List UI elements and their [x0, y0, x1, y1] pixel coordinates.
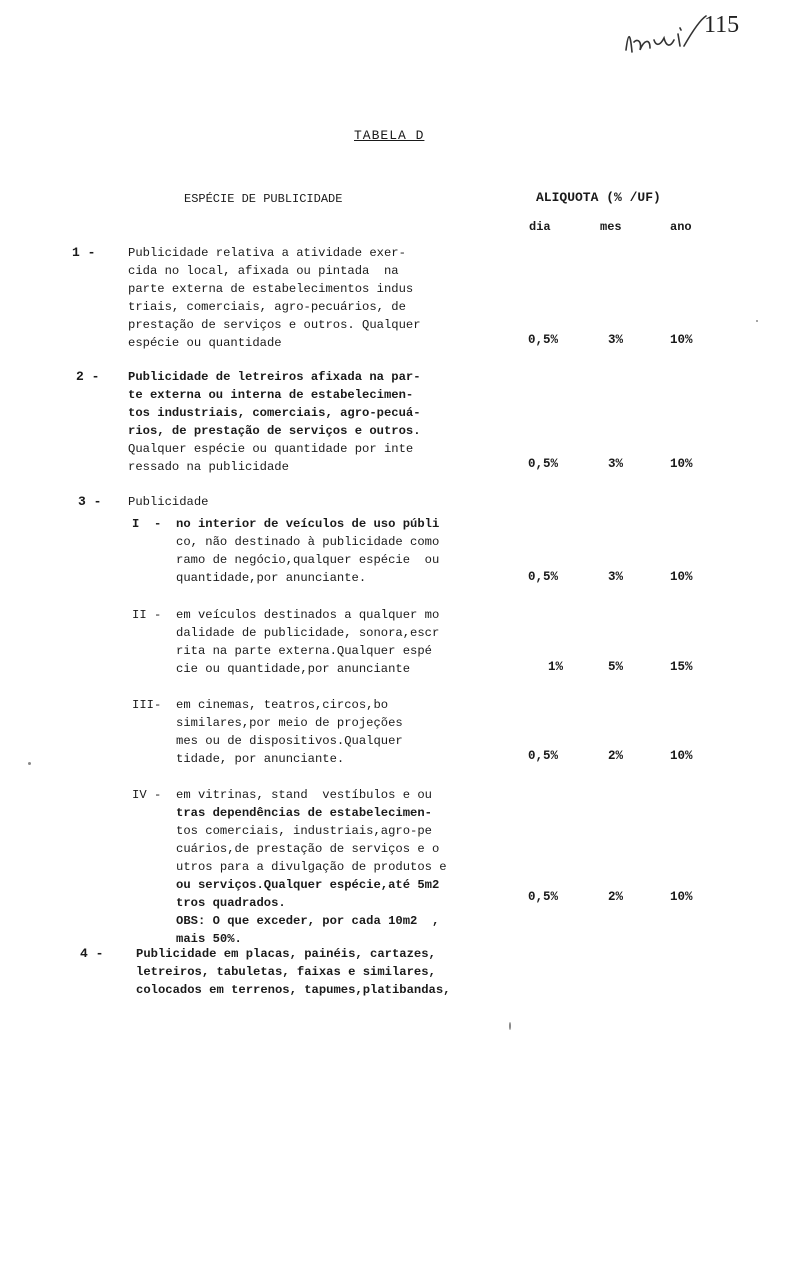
item-text-line: em veículos destinados a qualquer mo [176, 608, 440, 622]
item-text-line: em vitrinas, stand vestíbulos e ou [176, 788, 432, 802]
rate-mes: 2% [608, 749, 624, 763]
item-text-line: prestação de serviços e outros. Qualquer [128, 318, 421, 332]
item-text-line: triais, comerciais, agro-pecuários, de [128, 300, 406, 314]
scan-speck [509, 1022, 511, 1030]
item-text-line: cie ou quantidade,por anunciante [176, 662, 411, 676]
page-number: 115 [704, 12, 740, 38]
scan-speck [756, 320, 758, 322]
item-number: 1 - [72, 245, 96, 260]
item-text-line: letreiros, tabuletas, faixas e similares, [136, 965, 436, 979]
item-text-line: OBS: O que exceder, por cada 10m2 , [176, 914, 440, 928]
item-text-line: em cinemas, teatros,circos,bo [176, 698, 389, 712]
subitem-number: IV - [132, 788, 162, 802]
subitem-number: I - [132, 517, 162, 531]
item-text-line: tras dependências de estabelecimen- [176, 806, 432, 820]
rate-mes: 3% [608, 333, 624, 347]
rate-mes: 5% [608, 660, 624, 674]
header-aliquota: ALIQUOTA (% /UF) [536, 190, 661, 205]
item-text-line: ou serviços.Qualquer espécie,até 5m2 [176, 878, 440, 892]
header-especie: ESPÉCIE DE PUBLICIDADE [184, 192, 343, 206]
item-text-line: Publicidade em placas, painéis, cartazes, [136, 947, 436, 961]
scan-speck [28, 762, 31, 765]
rate-mes: 3% [608, 570, 624, 584]
subitem-number: III- [132, 698, 162, 712]
item-text-line: dalidade de publicidade, sonora,escr [176, 626, 440, 640]
rate-ano: 10% [670, 890, 693, 904]
rate-dia: 0,5% [528, 570, 559, 584]
subitem-number: II - [132, 608, 162, 622]
rate-dia: 0,5% [528, 457, 559, 471]
column-dia: dia [529, 220, 551, 234]
item-text-line: mais 50%. [176, 932, 242, 946]
rate-dia: 1% [548, 660, 564, 674]
rate-mes: 2% [608, 890, 624, 904]
item-text-line: ressado na publicidade [128, 460, 289, 474]
item-text-line: Publicidade relativa a atividade exer- [128, 246, 406, 260]
item-number: 3 - [78, 494, 102, 509]
item-text-line: te externa ou interna de estabelecimen- [128, 388, 414, 402]
column-mes: mes [600, 220, 622, 234]
rate-ano: 10% [670, 570, 693, 584]
rate-mes: 3% [608, 457, 624, 471]
item-text-line: no interior de veículos de uso públi [176, 517, 440, 531]
item-text-line: ramo de negócio,qualquer espécie ou [176, 553, 440, 567]
item-text-line: quantidade,por anunciante. [176, 571, 367, 585]
item-text-line: colocados em terrenos, tapumes,platibandas, [136, 983, 451, 997]
item-text-line: rios, de prestação de serviços e outros. [128, 424, 421, 438]
item-text-line: espécie ou quantidade [128, 336, 282, 350]
table-title: TABELA D [354, 128, 425, 143]
item-text-line: similares,por meio de projeções [176, 716, 403, 730]
item-text-line: cida no local, afixada ou pintada na [128, 264, 399, 278]
rate-dia: 0,5% [528, 890, 559, 904]
item-text-line: utros para a divulgação de produtos e [176, 860, 447, 874]
rate-ano: 10% [670, 749, 693, 763]
item-number: 4 - [80, 946, 104, 961]
item-text-line: tos industriais, comerciais, agro-pecuá- [128, 406, 421, 420]
rate-dia: 0,5% [528, 333, 559, 347]
item-text-line: Publicidade de letreiros afixada na par- [128, 370, 421, 384]
item-text-line: cuários,de prestação de serviços e o [176, 842, 440, 856]
item-label: Publicidade [128, 495, 209, 509]
item-text-line: co, não destinado à publicidade como [176, 535, 440, 549]
item-text-line: tidade, por anunciante. [176, 752, 345, 766]
rate-ano: 15% [670, 660, 693, 674]
rate-ano: 10% [670, 457, 693, 471]
item-text-line: mes ou de dispositivos.Qualquer [176, 734, 403, 748]
column-ano: ano [670, 220, 692, 234]
rate-dia: 0,5% [528, 749, 559, 763]
item-text-line: rita na parte externa.Qualquer espé [176, 644, 432, 658]
rate-ano: 10% [670, 333, 693, 347]
item-text-line: tos comerciais, industriais,agro-pe [176, 824, 432, 838]
item-number: 2 - [76, 369, 100, 384]
item-text-line: parte externa de estabelecimentos indus [128, 282, 414, 296]
item-text-line: tros quadrados. [176, 896, 286, 910]
item-text-line: Qualquer espécie ou quantidade por inte [128, 442, 414, 456]
